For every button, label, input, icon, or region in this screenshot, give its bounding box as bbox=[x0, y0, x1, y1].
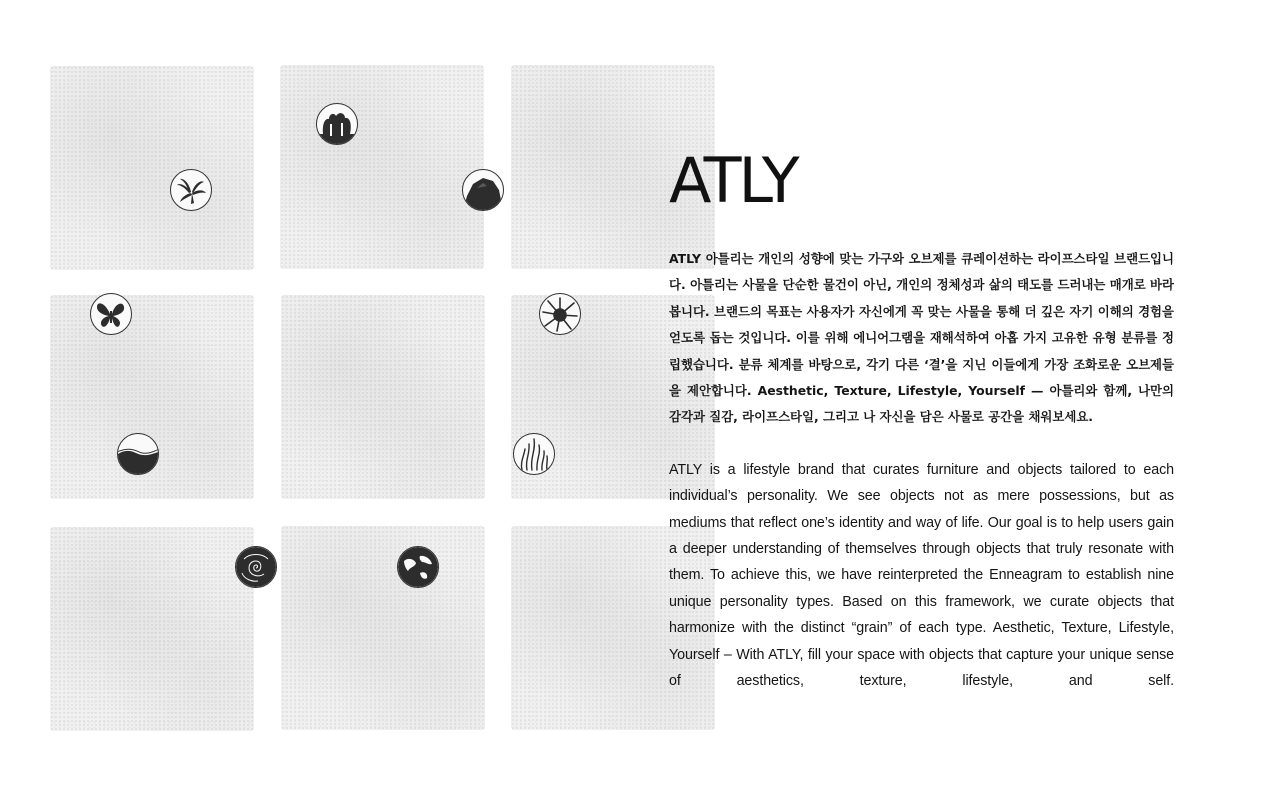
brand-description-english: ATLY is a lifestyle brand that curates furniture and objects tailored to each individual’s personality. We see objects not as mere possessions, but as mediums that reflect one’s identity and way of life. Our goal is to help users gain a deeper understanding of themselves through objects that truly resonate with them. To achieve this, we have reinterpreted the Enneagram to establish nine unique personality types. Based on this framework, we curate objects that harmonize with the distinct “grain” of each type. Aesthetic, Texture, Lifestyle, Yourself – With ATLY, fill your space with objects that capture your unique sense of aesthetics, texture, lifestyle, and self. bbox=[669, 461, 1174, 690]
swirl-icon[interactable] bbox=[235, 546, 277, 588]
sun-burst-icon[interactable] bbox=[539, 293, 581, 335]
brand-description-korean: ATLY 아틀리는 개인의 성향에 맞는 가구와 오브제를 큐레이션하는 라이프스타일 브랜드입니다. 아틀리는 사물을 단순한 물건이 아닌, 개인의 정체성과 삶의 태도를 드러내는 매개로 바라봅니다. 브랜드의 목표는 사용자가 자신에게 꼭 맞는 사물을 통해 더 깊은 자기 이해의 경험을 얻도록 돕는 것입니다. 이를 위해 에니어그램을 재해석하여 아홉 가지 고유한 유형 분류를 정립했습니다. 분류 체계를 바탕으로, 각기 다른 ‘결’을 지닌 이들에게 가장 조화로운 오브제들을 제안합니다. Aesthetic, Texture, Lifestyle, Yourself — 아틀리와 함께, 나만의 감각과 질감, 라이프스타일, 그리고 나 자신을 담은 사물로 공간을 채워보세요. bbox=[669, 251, 1174, 425]
globe-icon[interactable] bbox=[397, 546, 439, 588]
palm-plant-icon[interactable] bbox=[170, 169, 212, 211]
type-tile-2[interactable] bbox=[280, 65, 484, 269]
brand-title: ATLY bbox=[669, 144, 797, 217]
rock-icon[interactable] bbox=[462, 169, 504, 211]
type-tile-8[interactable] bbox=[281, 526, 485, 730]
tree-icon[interactable] bbox=[316, 103, 358, 145]
brand-intro bbox=[669, 144, 1174, 695]
butterfly-icon[interactable] bbox=[90, 293, 132, 335]
type-tile-7[interactable] bbox=[50, 527, 254, 731]
type-tile-1[interactable] bbox=[50, 66, 254, 270]
wave-icon[interactable] bbox=[117, 433, 159, 475]
type-tile-5[interactable] bbox=[281, 295, 485, 499]
flame-icon[interactable] bbox=[513, 433, 555, 475]
